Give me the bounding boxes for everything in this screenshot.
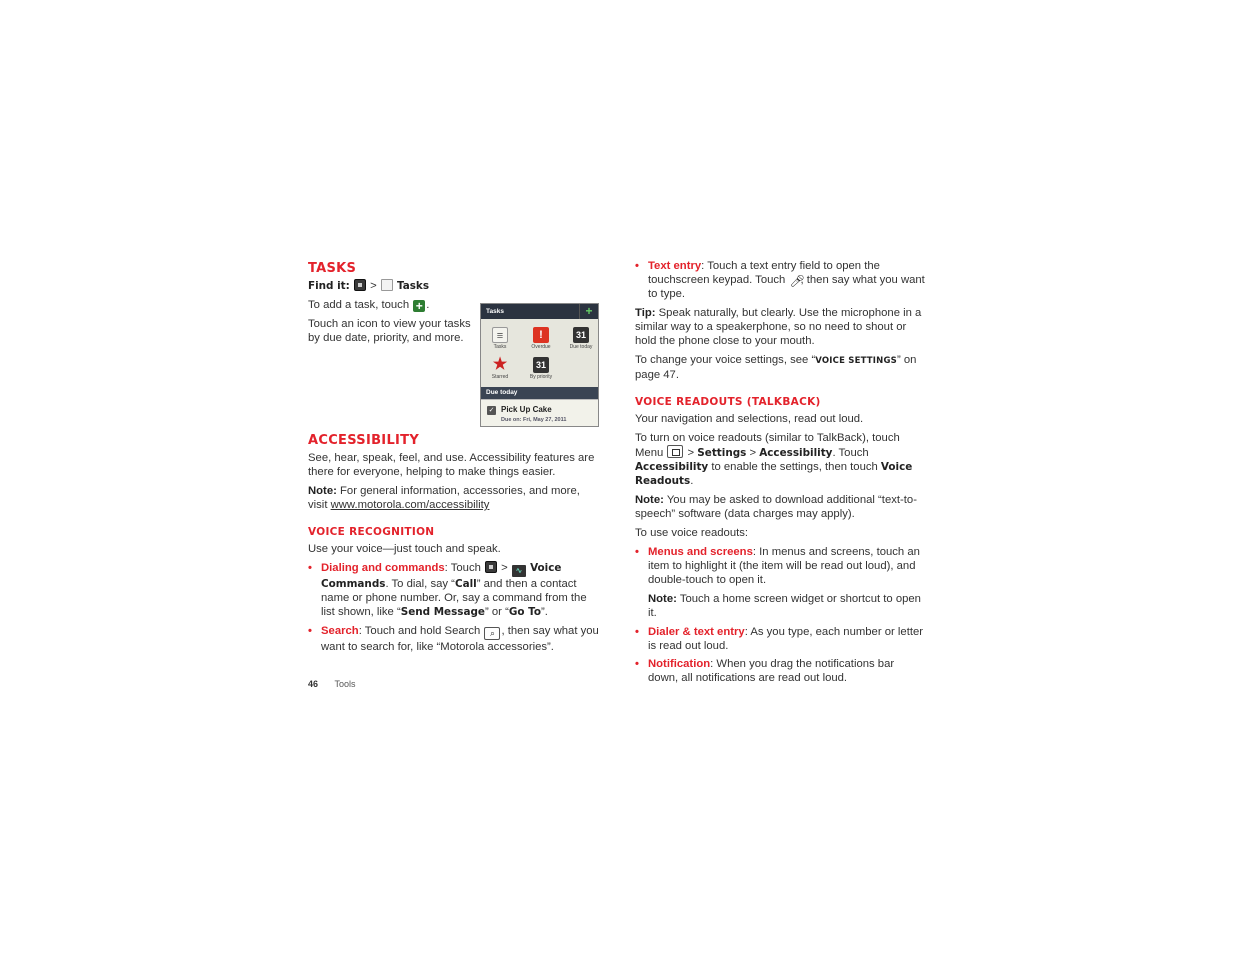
add-plus-icon: + (413, 300, 425, 312)
accessibility-intro: See, hear, speak, feel, and use. Accessibility features are there for everyone, helping to make things easier. (308, 452, 595, 478)
tasks-heading: TASKS (308, 261, 357, 276)
calendar-priority-icon: 31 (533, 357, 549, 373)
download-note: Note: You may be asked to download additional “text-to-speech” software (data charges may apply). (635, 494, 917, 520)
change-settings-text: To change your voice settings, see “VOICE SETTINGS” on page 47. (635, 354, 917, 381)
list-item-dialing: • Dialing and commands: Touch > ∿ Voice Commands. To dial, say “Call” and then a contact name or phone number. Or, say a command from the list shown, like “Send Message” or “Go To”. (308, 562, 587, 618)
list-item-text-entry: • Text entry: Touch a text entry field to open the touchscreen keypad. Touch 🎤︎, then say what you want to type. (635, 260, 925, 300)
accessibility-link[interactable]: www.motorola.com/accessibility (330, 499, 490, 511)
voice-recognition-intro: Use your voice—just touch and speak. (308, 543, 501, 555)
tasks-section (308, 262, 474, 345)
right-column (635, 259, 927, 685)
exclamation-icon: ! (533, 327, 549, 343)
search-key-icon: ⌕ (484, 627, 500, 640)
widget-note: Note: Touch a home screen widget or shortcut to open it. (648, 593, 921, 619)
phone-title: Tasks (486, 308, 504, 315)
voice-readouts-heading: VOICE READOUTS (TALKBACK) (635, 396, 821, 408)
add-task-text: To add a task, touch + . (308, 299, 430, 313)
view-tasks-text: Touch an icon to view your tasks by due date, priority, and more. (308, 318, 471, 344)
accessibility-note: Note: For general information, accessories, and more, visit www.motorola.com/accessibility (308, 485, 580, 511)
tasks-find-it (308, 279, 474, 293)
phone-icon-by-priority: 31 By priority (526, 357, 556, 380)
phone-task-due: Due on: Fri, May 27, 2011 (501, 417, 567, 423)
phone-icon-overdue: ! Overdue (531, 329, 551, 350)
star-icon: ★ (492, 356, 508, 373)
tasks-word: Tasks (396, 280, 430, 292)
phone-title-bar (481, 304, 598, 319)
phone-task-title: Pick Up Cake (501, 405, 552, 414)
microphone-icon: 🎤︎ (789, 274, 805, 288)
phone-icon-grid (481, 319, 598, 387)
phone-add-icon: + (579, 304, 598, 319)
checkbox-icon: ✓ (488, 407, 495, 414)
phone-due-header: Due today (481, 387, 598, 399)
phone-task-item (481, 399, 598, 427)
use-readouts-text: To use voice readouts: (635, 527, 749, 539)
page-footer (308, 677, 356, 691)
list-item-dialer: • Dialer & text entry: As you type, each number or letter is read out loud. (635, 626, 924, 652)
turn-on-readouts-text: To turn on voice readouts (similar to TalkBack), touch Menu > Settings > Accessibility. Touch Accessibility to enable the settings, then touch Voice Readouts. (635, 432, 913, 487)
apps-icon (485, 561, 497, 573)
accessibility-heading: ACCESSIBILITY (308, 433, 420, 448)
list-item-notification: • Notification: When you drag the notifications bar down, all notifications are read out loud. (635, 658, 895, 684)
list-icon: ≡ (492, 327, 508, 343)
phone-icon-tasks: ≡ Tasks (485, 327, 515, 350)
voice-readouts-intro: Your navigation and selections, read out loud. (635, 413, 864, 425)
voice-settings-ref[interactable]: VOICE SETTINGS (815, 356, 897, 366)
list-item-menus: • Menus and screens: In menus and screens, touch an item to highlight it (the item will be read out loud), and double-touch to open it. Note: Touch a home screen widget or shortcut to open it. (635, 545, 927, 620)
phone-icon-starred: ★ Starred (491, 356, 509, 380)
accessibility-section (308, 434, 600, 654)
page-number: 46 (308, 679, 319, 689)
separator: > (370, 280, 377, 292)
tasks-app-screenshot (480, 303, 599, 427)
voice-recognition-heading: VOICE RECOGNITION (308, 526, 435, 538)
find-it-label: Find it: (308, 280, 350, 292)
phone-icon-due-today: 31 Due today (566, 327, 596, 350)
apps-icon (354, 279, 366, 291)
voice-commands-icon: ∿ (512, 565, 526, 577)
tasks-app-icon (381, 279, 393, 291)
calendar-icon: 31 (573, 327, 589, 343)
list-item-search: • Search: Touch and hold Search ⌕ , then say what you want to search for, like “Motorola accessories”. (308, 625, 599, 653)
menu-key-icon (667, 445, 683, 458)
section-name: Tools (334, 679, 356, 689)
tip-text: Tip: Speak naturally, but clearly. Use the microphone in a similar way to a speakerphone, so no need to shout or hold the phone close to your mouth. (635, 307, 922, 347)
